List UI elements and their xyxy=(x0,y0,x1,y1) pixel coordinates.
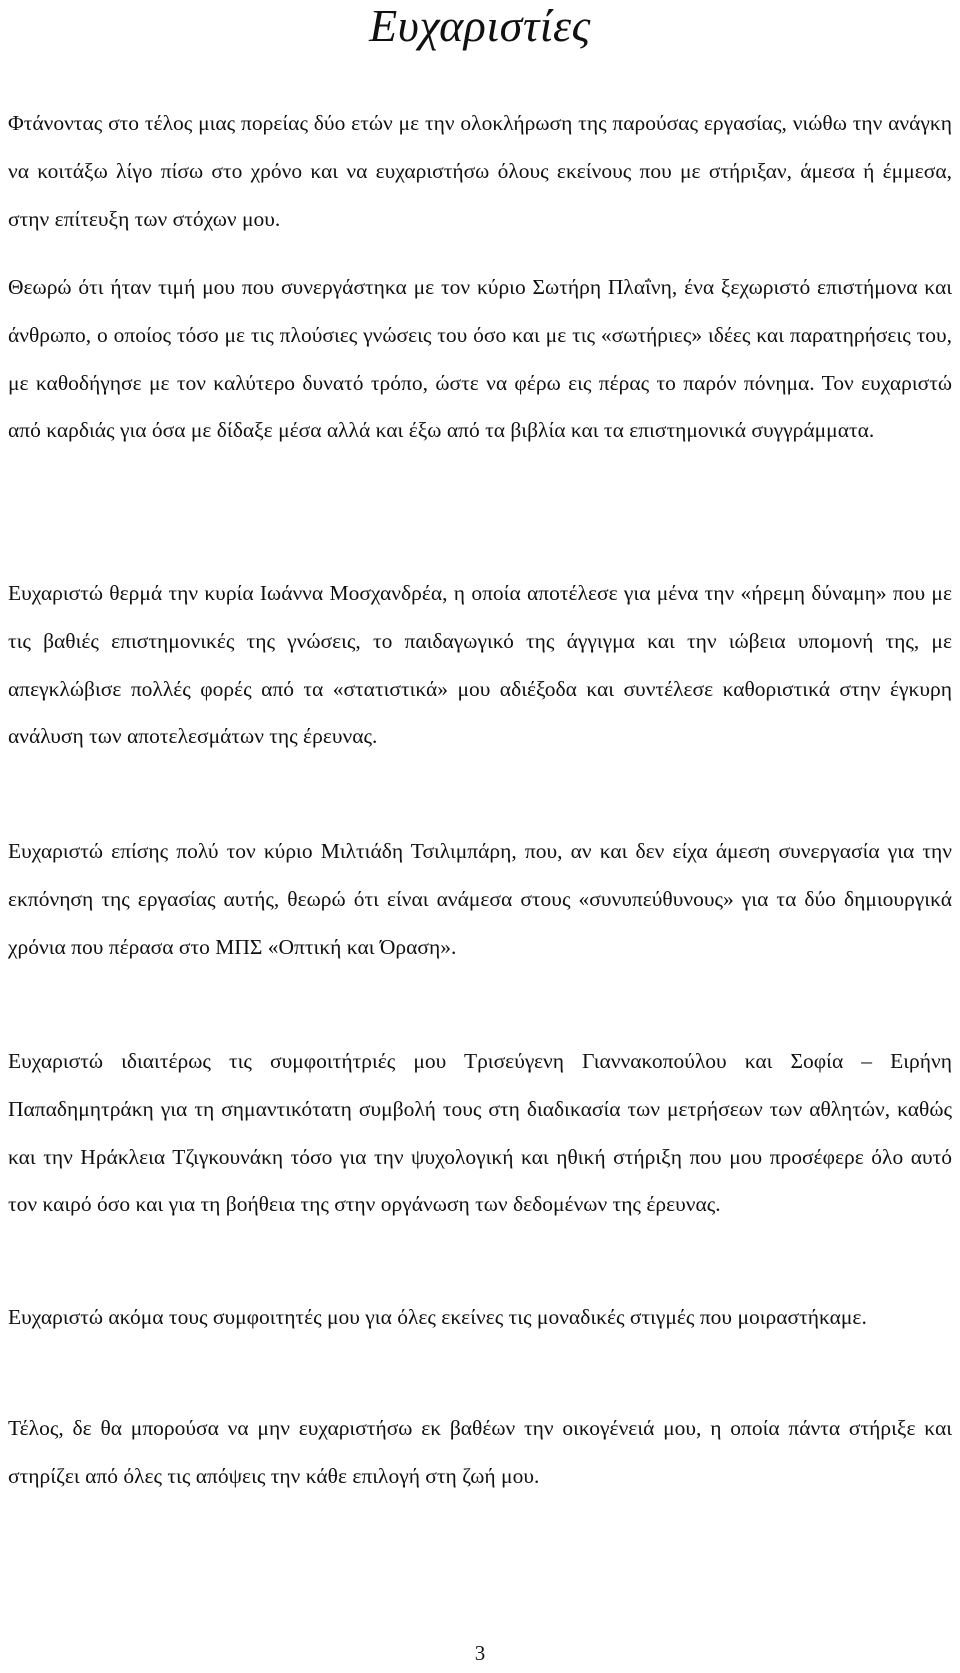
page-title: Ευχαριστίες xyxy=(369,0,591,51)
paragraph-classmates-help: Ευχαριστώ ιδιαιτέρως τις συμφοιτήτριές μου Τρισεύγενη Γιαννακοπούλου και Σοφία – Ειρήνη Παπαδημητράκη για τη σημαντικότατη συμβολή τους στη διαδικασία των μετρήσεων των αθλητών, καθώς και την Ηράκλεια Τζιγκουνάκη τόσο για την ψυχολογική και ηθική στήριξη που μου προσέφερε όλο αυτό τον καιρό όσο και για τη βοήθεια της στην οργάνωση των δεδομένων της έρευνας. xyxy=(8,1049,952,1217)
paragraph-family: Τέλος, δε θα μπορούσα να μην ευχαριστήσω εκ βαθέων την οικογένειά μου, η οποία πάντα στήριξε και στηρίζει από όλες τις απόψεις την κάθε επιλογή στη ζωή μου. xyxy=(8,1416,952,1488)
paragraph-intro: Φτάνοντας στο τέλος μιας πορείας δύο ετών με την ολοκλήρωση της παρούσας εργασίας, νιώθω την ανάγκη να κοιτάξω λίγο πίσω στο χρόνο και να ευχαριστήσω όλους εκείνους που με στήριξαν, άμεσα ή έμμεσα, στην επίτευξη των στόχων μου. xyxy=(8,111,952,231)
paragraph-supervisor: Θεωρώ ότι ήταν τιμή μου που συνεργάστηκα με τον κύριο Σωτήρη Πλαΐνη, ένα ξεχωριστό επιστήμονα και άνθρωπο, ο οποίος τόσο με τις πλούσιες γνώσεις του όσο και με τις «σωτήριες» ιδέες και παρατηρήσεις του, με καθοδήγησε με τον καλύτερο δυνατό τρόπο, ώστε να φέρω εις πέρας το παρόν πόνημα. Τον ευχαριστώ από καρδιάς για όσα με δίδαξε μέσα αλλά και έξω από τα βιβλία και τα επιστημονικά συγγράμματα. xyxy=(8,275,952,443)
paragraph-statistics-advisor: Ευχαριστώ θερμά την κυρία Ιωάννα Μοσχανδρέα, η οποία αποτέλεσε για μένα την «ήρεμη δύναμη» που με τις βαθιές επιστημονικές της γνώσεις, το παιδαγωγικό της άγγιγμα και την ιώβεια υπομονή της, με απεγκλώβισε πολλές φορές από τα «στατιστικά» μου αδιέξοδα και συντέλεσε καθοριστικά στην έγκυρη ανάλυση των αποτελεσμάτων της έρευνας. xyxy=(8,581,952,749)
page-number: 3 xyxy=(474,1641,486,1665)
paragraph-program-director: Ευχαριστώ επίσης πολύ τον κύριο Μιλτιάδη Τσιλιμπάρη, που, αν και δεν είχα άμεση συνεργασία για την εκπόνηση της εργασίας αυτής, θεωρώ ότι είναι ανάμεσα στους «συνυπεύθυνους» για τα δύο δημιουργικά χρόνια που πέρασα στο ΜΠΣ «Οπτική και Όραση». xyxy=(8,839,952,959)
paragraph-fellow-students: Ευχαριστώ ακόμα τους συμφοιτητές μου για όλες εκείνες τις μοναδικές στιγμές που μοιραστήκαμε. xyxy=(8,1305,867,1329)
